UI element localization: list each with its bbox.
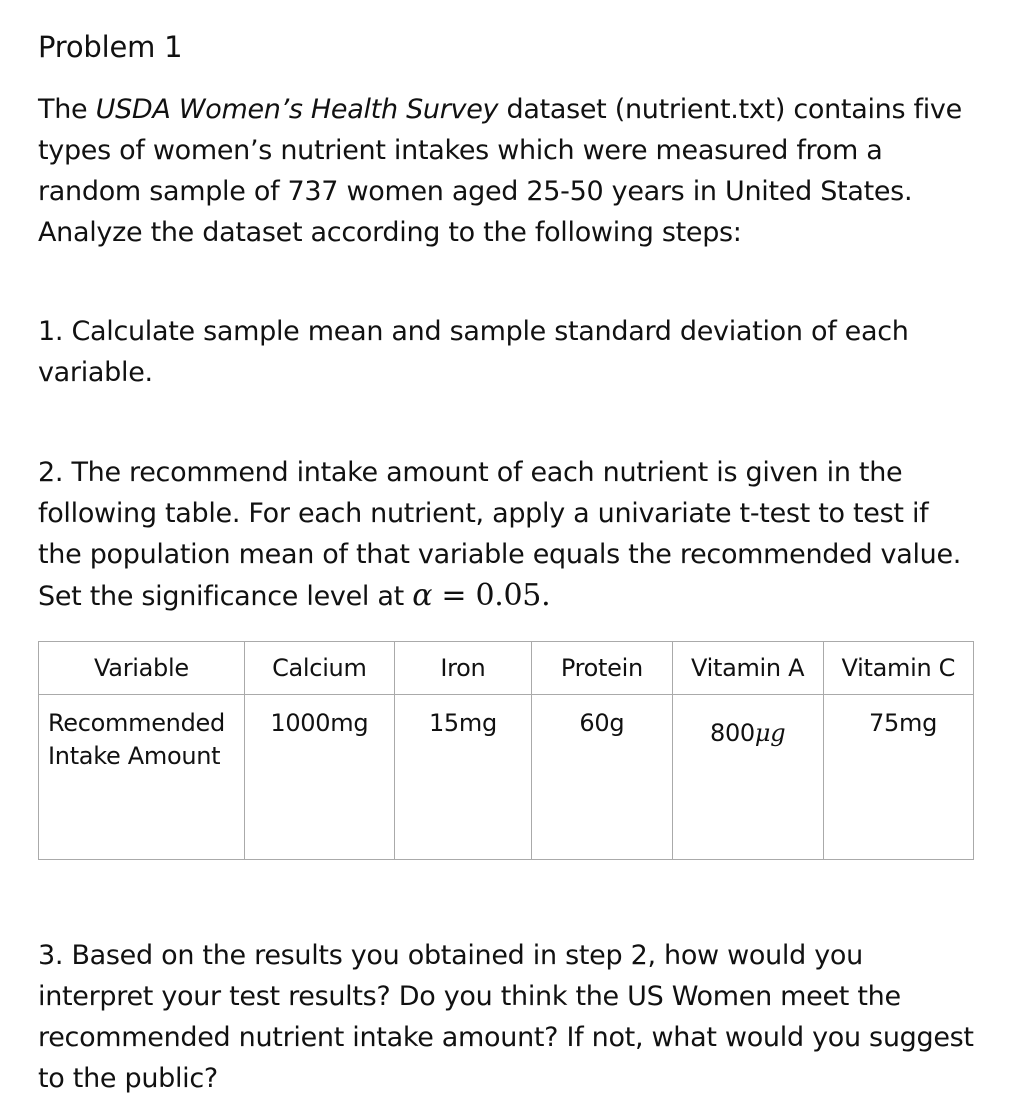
table-row (39, 695, 974, 860)
significance-expression (412, 578, 550, 613)
vitamin-a-value (672, 695, 823, 860)
header-calcium: Calcium (244, 642, 394, 695)
header-protein: Protein (532, 642, 673, 695)
protein-value: 60g (532, 695, 673, 860)
row-label-line-2: Intake Amount (48, 742, 221, 770)
vitamin-c-value: 75mg (823, 695, 973, 860)
vitamin-a-unit-g: g (770, 719, 786, 747)
header-vitamin-a: Vitamin A (672, 642, 823, 695)
intro-paragraph (38, 89, 978, 253)
header-vitamin-c: Vitamin C (823, 642, 973, 695)
dataset-name: USDA Women’s Health Survey (95, 94, 499, 125)
recommended-intake-table (38, 641, 974, 860)
header-iron: Iron (394, 642, 531, 695)
step-2-period: . (541, 578, 551, 613)
step-3-text: 3. Based on the results you obtained in step 2, how would you interpret your test results? Do you think the US Women meet the recommended nutrient intake amount? If not, what would you suggest to the public? (38, 940, 974, 1094)
calcium-value: 1000mg (244, 695, 394, 860)
step-2-paragraph (38, 452, 978, 617)
vitamin-a-number: 800 (709, 719, 755, 747)
intro-suffix: dataset (nutrient.txt) contains five types of women’s nutrient intakes which were measured from a random sample of 737 women aged 25-50 years in United States. Analyze the dataset according to the following steps: (38, 94, 962, 248)
row-label-line-1: Recommended (48, 709, 225, 737)
equals-sign: = (432, 578, 476, 613)
step-1-text: 1. Calculate sample mean and sample standard deviation of each variable. (38, 316, 909, 388)
alpha-value: 0.05 (475, 578, 542, 613)
iron-value: 15mg (394, 695, 531, 860)
vitamin-a-unit-mu: μ (754, 719, 771, 747)
row-label (39, 695, 245, 860)
alpha-symbol: α (412, 578, 433, 613)
intro-prefix: The (38, 94, 96, 125)
step-2-text: 2. The recommend intake amount of each nutrient is given in the following table. For each nutrient, apply a univariate t-test to test if the population mean of that variable equals the recommended value. Set the significance level at (38, 457, 962, 612)
table-header-row (39, 642, 974, 695)
problem-title: Problem 1 (38, 30, 183, 64)
header-variable: Variable (39, 642, 245, 695)
